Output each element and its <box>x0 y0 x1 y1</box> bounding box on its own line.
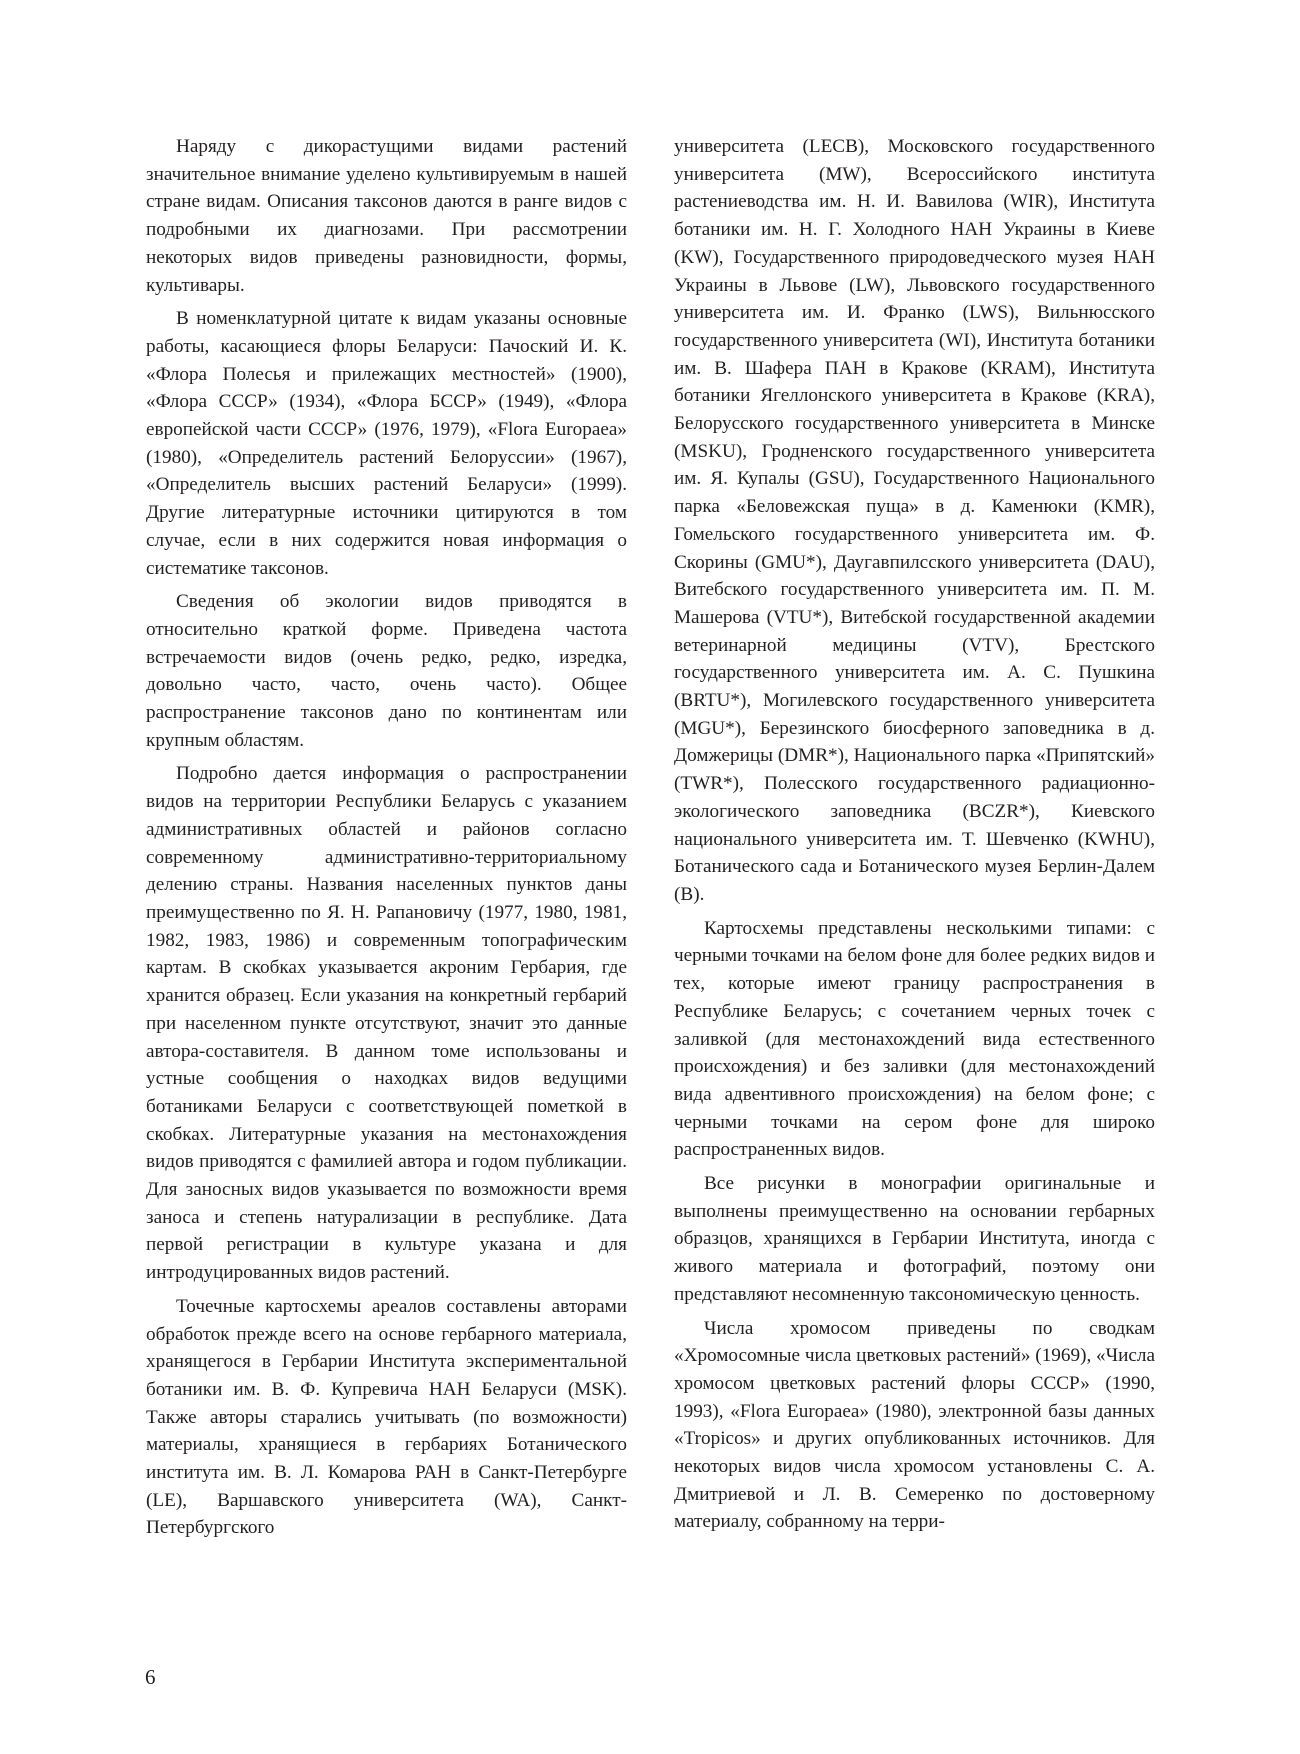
right-text-column <box>674 133 1155 1542</box>
paragraph-cultivated-species: Наряду с дикорастущими видами растений значительное внимание уделено культивируемым в нашей стране видам. Описания таксонов даются в ранге видов с подробными их диагнозами. При рассмотрении некоторых видов приведены разновидности, формы, культивары. <box>146 136 627 296</box>
paragraph-nomenclature-citation: В номенклатурной цитате к видам указаны основные работы, касающиеся флоры Беларуси: Пачоский И. К. «Флора Полесья и прилежащих местностей» (1900), «Флора СССР» (1934), «Флора БССР» (1949), «Флора европейской части СССР» (1976, 1979), «Flora Europaea» (1980), «Определитель растений Белоруссии» (1967), «Определитель высших растений Беларуси» (1999). Другие литературные источники цитируются в том случае, если в них содержится новая информация о систематике таксонов. <box>146 308 627 579</box>
paragraph-illustrations: Все рисунки в монографии оригинальные и выполнены преимущественно на основании гербарных образцов, хранящихся в Гербарии Института, иногда с живого материала и фотографий, поэтому они представляют несомненную таксономическую ценность. <box>674 1173 1155 1305</box>
paragraph-ecology: Сведения об экологии видов приводятся в относительно краткой форме. Приведена частота встречаемости видов (очень редко, редко, изредка, довольно часто, часто, очень часто). Общее распространение таксонов дано по континентам или крупным областям. <box>146 591 627 751</box>
paragraph-distribution: Подробно дается информация о распространении видов на территории Республики Беларусь с указанием административных областей и районов согласно современному административно-территориальному делению страны. Названия населенных пунктов даны преимущественно по Я. Н. Рапановичу (1977, 1980, 1981, 1982, 1983, 1986) и современным топографическим картам. В скобках указывается акроним Гербария, где хранится образец. Если указания на конкретный гербарий при населенном пункте отсутствуют, значит это данные автора-составителя. В данном томе использованы и устные сообщения о находках видов ведущими ботаниками Беларуси с соответствующей пометкой в скобках. Литературные указания на местонахождения видов приводятся с фамилией автора и годом публикации. Для заносных видов указывается по возможности время заноса и степень натурализации в республике. Дата первой регистрации в культуре указана и для интродуцированных видов растений. <box>146 763 627 1284</box>
paragraph-herbaria-continued: университета (LECB), Московского государственного университета (MW), Всероссийского института растениеводства им. Н. И. Вавилова (WIR), Института ботаники им. Н. Г. Холодного НАН Украины в Киеве (KW), Государственного природоведческого музея НАН Украины в Львове (LW), Львовского государственного университета им. И. Франко (LWS), Вильнюсского государственного университета (WI), Института ботаники им. В. Шафера ПАН в Кракове (KRAM), Института ботаники Ягеллонского университета в Кракове (KRA), Белорусского государственного университета в Минске (MSKU), Гродненского государственного университета им. Я. Купалы (GSU), Государственного Национального парка «Беловежская пуща» в д. Каменюки (KMR), Гомельского государственного университета им. Ф. Скорины (GMU*), Даугавпилсского университета (DAU), Витебского государственного университета им. П. М. Машерова (VTU*), Витебской государственной академии ветеринарной медицины (VTV), Брестского государственного университета им. А. С. Пушкина (BRTU*), Могилевского государственного университета (MGU*), Березинского биосферного заповедника в д. Домжерицы (DMR*), Национального парка «Припятский» (TWR*), Полесского государственного радиационно-экологического заповедника (BCZR*), Киевского национального университета им. Т. Шевченко (KWHU), Ботанического сада и Ботанического музея Берлин-Далем (B). <box>674 136 1155 905</box>
page-number: 6 <box>145 1665 156 1689</box>
paragraph-map-types: Картосхемы представлены несколькими типами: с черными точками на белом фоне для более редких видов и тех, которые имеют границу распространения в Республике Беларусь; с сочетанием черных точек с заливкой (для местонахождений вида естественного происхождения) и без заливки (для местонахождений вида адвентивного происхождения) на белом фоне; с черными точками на сером фоне для широко распространенных видов. <box>674 917 1155 1161</box>
left-text-column <box>146 133 627 1548</box>
paragraph-chromosome-numbers: Числа хромосом приведены по сводкам «Хромосомные числа цветковых растений» (1969), «Числа хромосом цветковых растений флоры СССР» (1990, 1993), «Flora Europaea» (1980), электронной базы данных «Tropicos» и других опубликованных источников. Для некоторых видов числа хромосом установлены С. А. Дмитриевой и Л. В. Семеренко по достоверному материалу, собранному на терри- <box>674 1317 1155 1533</box>
paragraph-range-maps-herbaria: Точечные картосхемы ареалов составлены авторами обработок прежде всего на основе гербарного материала, хранящегося в Гербарии Института экспериментальной ботаники им. В. Ф. Купревича НАН Беларуси (MSK). Также авторы старались учитывать (по возможности) материалы, хранящиеся в гербариях Ботанического института им. В. Л. Комарова РАН в Санкт-Петербурге (LE), Варшавского университета (WA), Санкт-Петербургского <box>146 1295 627 1539</box>
